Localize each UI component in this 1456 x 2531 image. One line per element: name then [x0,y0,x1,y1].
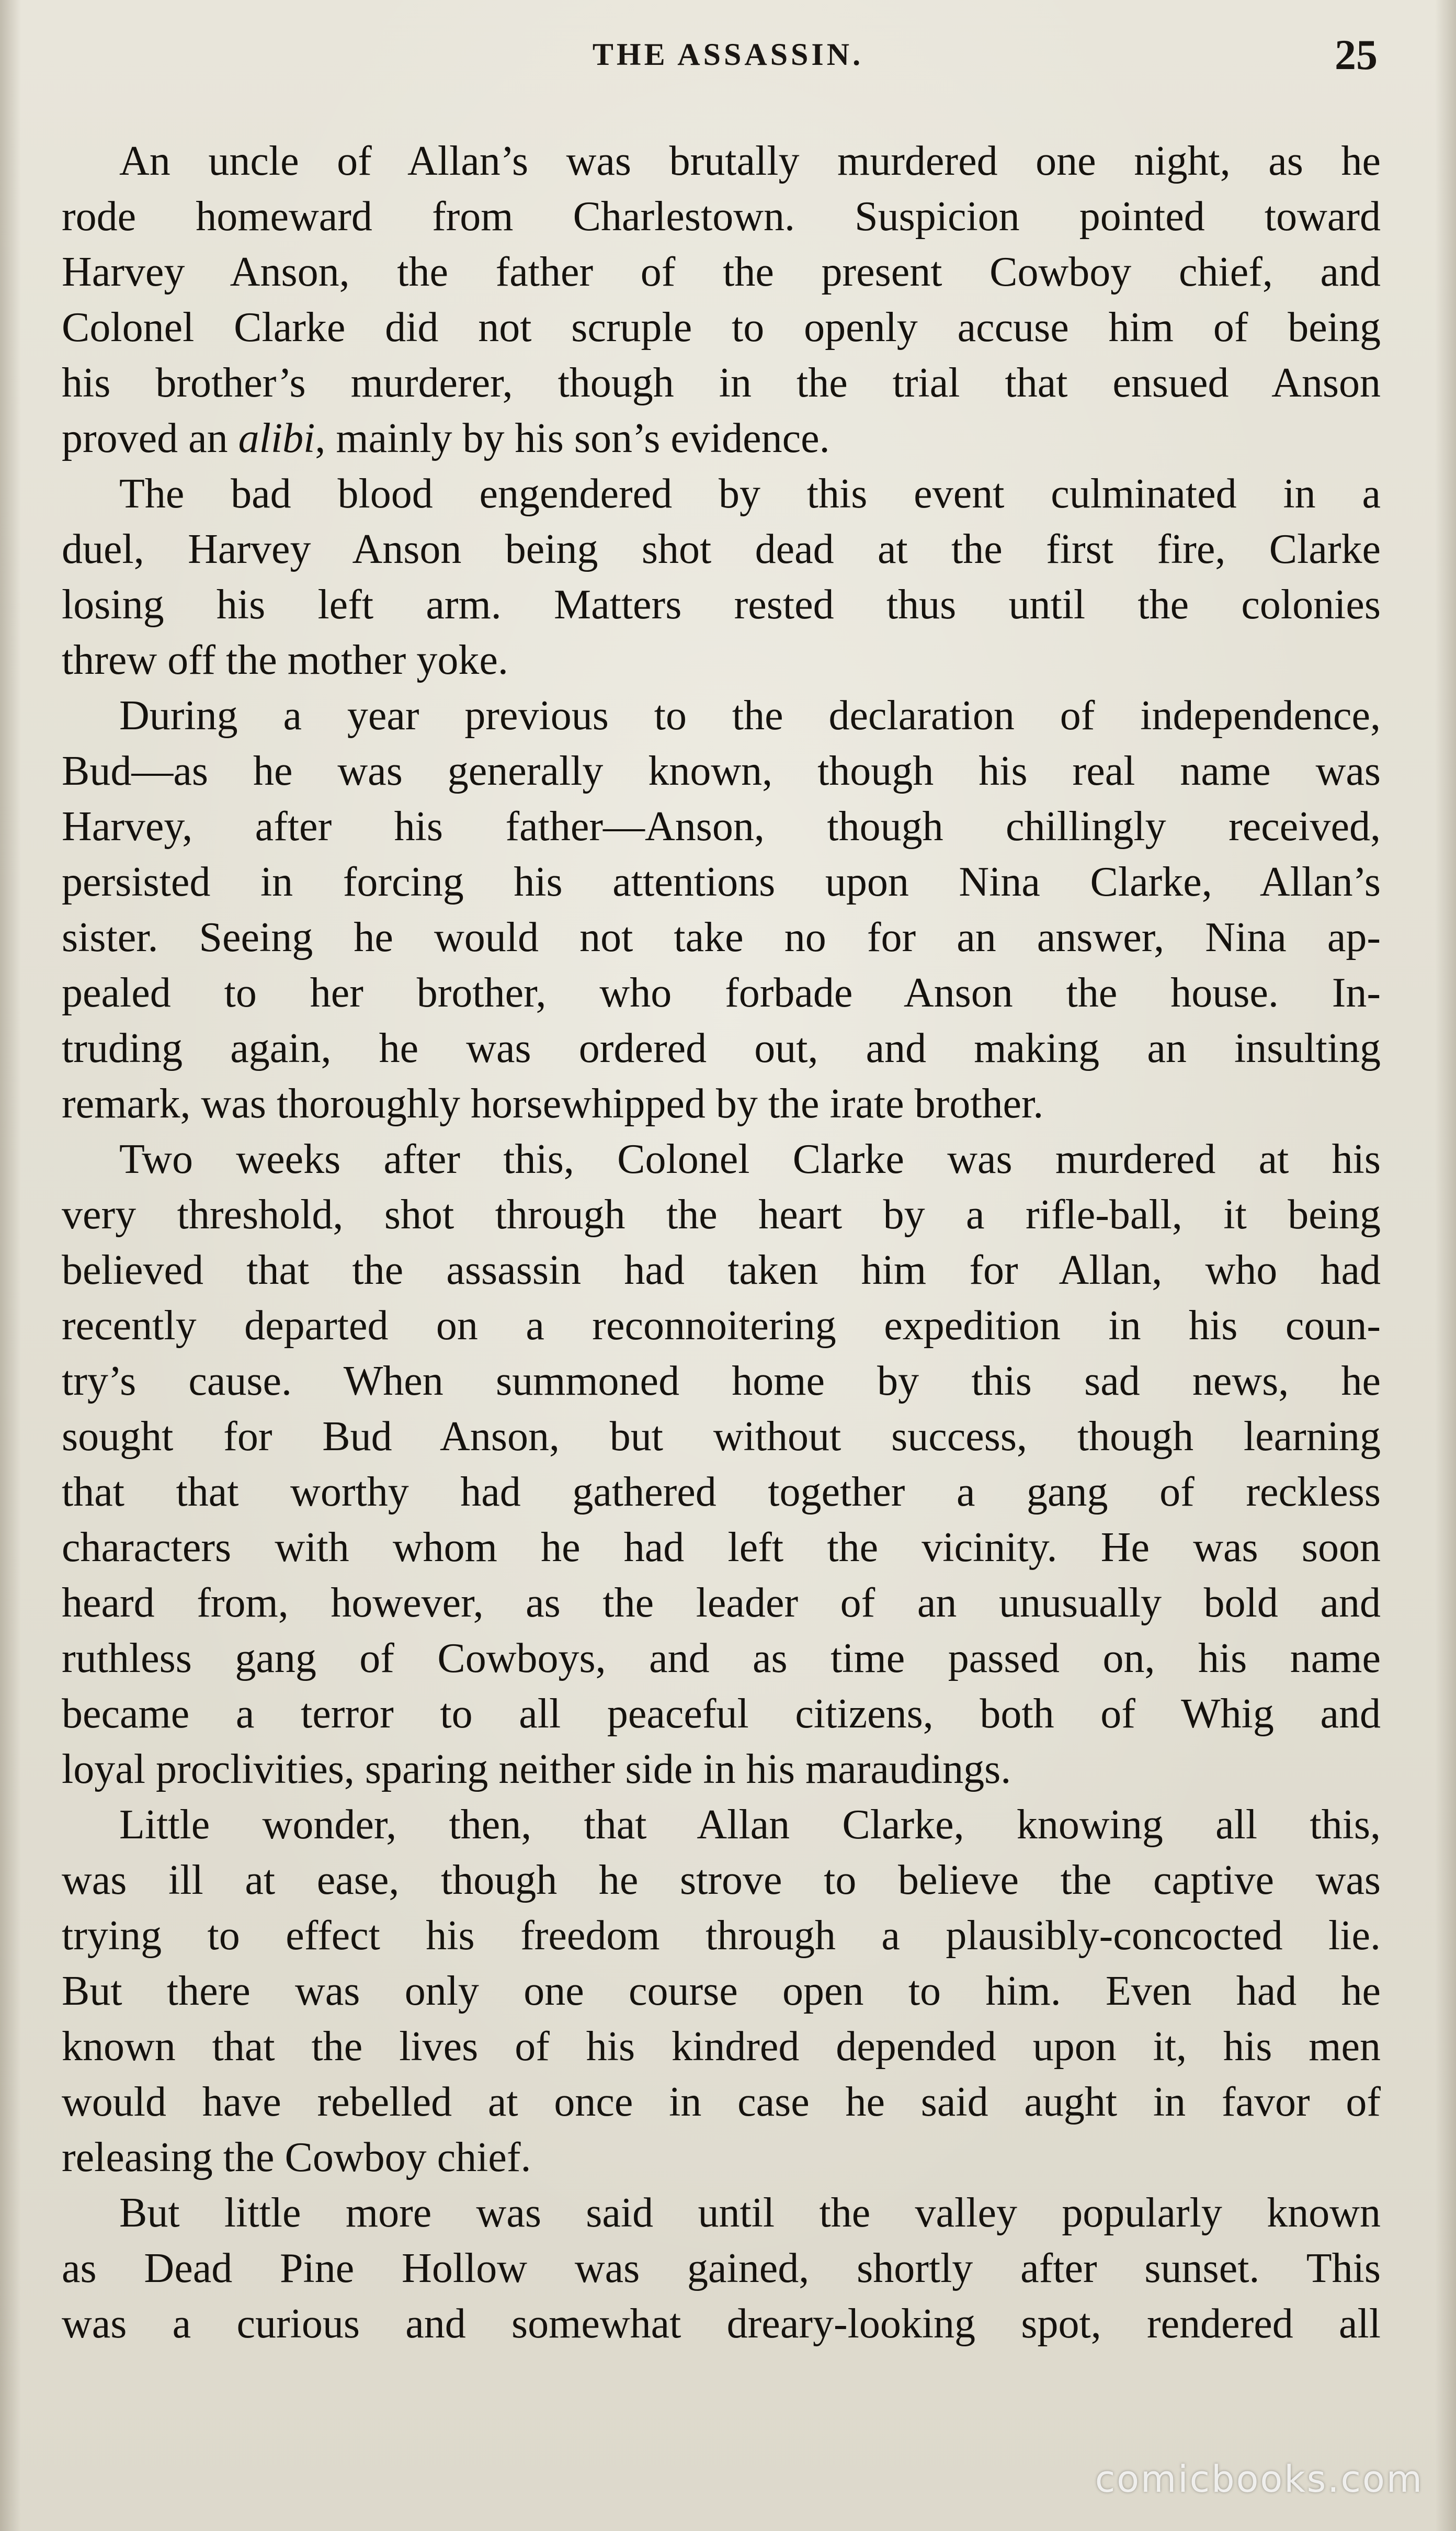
text-line: pealed to her brother, who forbade Anson the house. In- [62,970,1381,1016]
text-line: truding again, he was ordered out, and making an insulting [62,1025,1381,1071]
page-edge-shadow-left [0,0,21,2531]
text-line: releasing the Cowboy chief. [62,2134,531,2180]
running-title: THE ASSASSIN. [592,37,864,72]
text-line: remark, was thoroughly horsewhipped by the irate brother. [62,1081,1044,1127]
text-line: sister. Seeing he would not take no for an answer, Nina ap- [62,914,1381,961]
text-line: characters with whom he had left the vicinity. He was soon [62,1524,1381,1570]
text-line: believed that the assassin had taken him for Allan, who had [62,1247,1381,1293]
text-line: recently departed on a reconnoitering expedition in his coun- [62,1303,1381,1349]
page-number: 25 [1335,31,1378,78]
text-line: Bud—as he was generally known, though his real name was [62,748,1381,794]
text-line: The bad blood engendered by this event culminated in a [119,471,1381,517]
text-line: persisted in forcing his attentions upon Nina Clarke, Allan’s [62,859,1381,905]
text-line: But little more was said until the valley popularly known [119,2190,1381,2236]
text-line: as Dead Pine Hollow was gained, shortly after sunset. This [62,2245,1381,2291]
text-line: was a curious and somewhat dreary-looking spot, rendered all [62,2301,1381,2347]
text-line: During a year previous to the declaration of independence, [119,693,1381,739]
text-line: threw off the mother yoke. [62,637,508,683]
watermark: comicbooks.com [1095,2458,1424,2501]
text-line: Little wonder, then, that Allan Clarke, knowing all this, [119,1802,1381,1848]
text-line: An uncle of Allan’s was brutally murdered one night, as he [119,138,1381,184]
text-line: Colonel Clarke did not scruple to openly accuse him of being [62,304,1381,351]
text-line: Two weeks after this, Colonel Clarke was murdered at his [119,1136,1381,1182]
text-line: known that the lives of his kindred depended upon it, his men [62,2024,1381,2070]
text-line: rode homeward from Charlestown. Suspicion pointed toward [62,194,1381,240]
text-line: sought for Bud Anson, but without success, though learning [62,1414,1381,1460]
text-line: became a terror to all peaceful citizens, both of Whig and [62,1691,1381,1737]
text-line: ruthless gang of Cowboys, and as time passed on, his name [62,1635,1381,1681]
text-line: try’s cause. When summoned home by this sad news, he [62,1358,1381,1404]
text-line: trying to effect his freedom through a plausibly-concocted lie. [62,1913,1381,1959]
text-line: But there was only one course open to him. Even had he [62,1968,1381,2014]
text-line: loyal proclivities, sparing neither side in his maraudings. [62,1746,1011,1792]
text-line: heard from, however, as the leader of an unusually bold and [62,1580,1381,1626]
text-line: would have rebelled at once in case he said aught in favor of [62,2079,1381,2125]
text-line: Harvey Anson, the father of the present Cowboy chief, and [62,249,1381,295]
text-line: duel, Harvey Anson being shot dead at the first fire, Clarke [62,526,1381,572]
page-edge-shadow-right [1435,0,1456,2531]
text-line: was ill at ease, though he strove to believe the captive was [62,1857,1381,1903]
text-line: losing his left arm. Matters rested thus until the colonies [62,582,1381,628]
italic-word: alibi [238,415,315,461]
text-line: his brother’s murderer, though in the trial that ensued Anson [62,360,1381,406]
text-line: that that worthy had gathered together a gang of reckless [62,1469,1381,1515]
text-body [62,133,1381,2352]
text-line: very threshold, shot through the heart by a rifle-ball, it being [62,1192,1381,1238]
text-line: Harvey, after his father—Anson, though chillingly received, [62,804,1381,850]
text-line: proved an alibi, mainly by his son’s evidence. [62,415,830,461]
